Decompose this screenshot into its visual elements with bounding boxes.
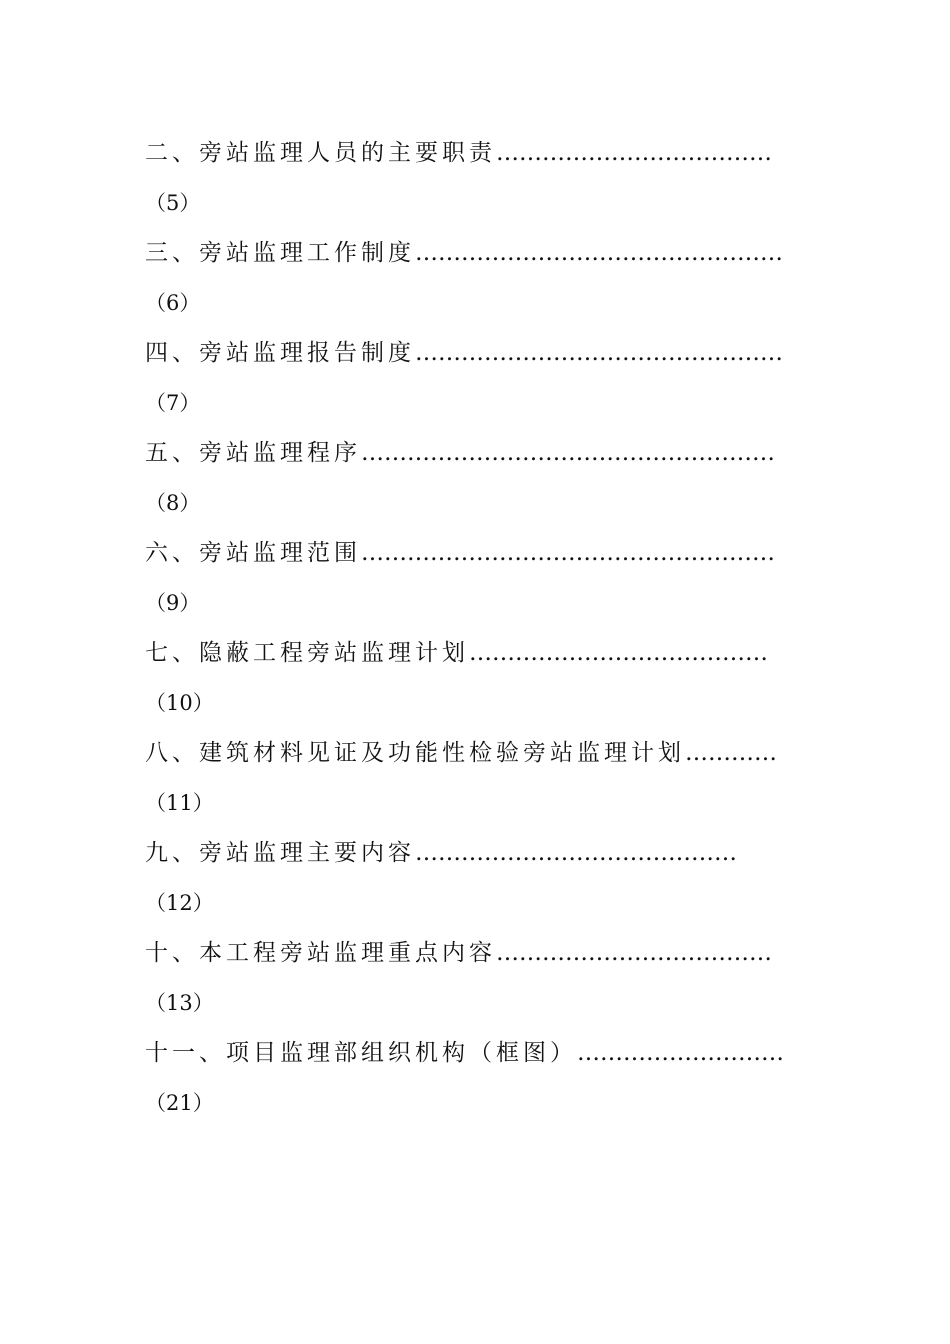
toc-entry[interactable]	[145, 328, 805, 428]
toc-entry-title: 三、旁站监理工作制度	[145, 240, 415, 266]
toc-leader-dots: ………………………………………………	[361, 440, 775, 466]
toc-entry-page-number: （10）	[145, 691, 214, 715]
toc-entry[interactable]	[145, 828, 805, 928]
toc-entry-title: 九、旁站监理主要内容	[145, 840, 415, 866]
toc-entry-title-line	[145, 1028, 805, 1078]
toc-entry[interactable]	[145, 228, 805, 328]
toc-entry-title-line	[145, 528, 805, 578]
toc-entry-title: 十、本工程旁站监理重点内容	[145, 940, 496, 966]
toc-entry[interactable]	[145, 628, 805, 728]
toc-entry-title: 七、隐蔽工程旁站监理计划	[145, 640, 469, 666]
toc-entry-page-number: （5）	[145, 191, 201, 215]
toc-leader-dots: ………………………………………………	[361, 540, 775, 566]
toc-entry-title: 五、旁站监理程序	[145, 440, 361, 466]
toc-entry-page-number: （6）	[145, 291, 201, 315]
toc-entry-page-number: （8）	[145, 491, 201, 515]
toc-leader-dots: ………………………………	[496, 940, 772, 966]
toc-leader-dots: ………………………………	[496, 140, 772, 166]
toc-entry-title: 八、建筑材料见证及功能性检验旁站监理计划	[145, 740, 685, 766]
table-of-contents	[145, 128, 805, 1128]
toc-entry-page-number: （11）	[145, 791, 214, 815]
toc-entry-title-line	[145, 628, 805, 678]
toc-entry[interactable]	[145, 928, 805, 1028]
toc-entry-page-number: （9）	[145, 591, 201, 615]
toc-entry-title: 四、旁站监理报告制度	[145, 340, 415, 366]
toc-leader-dots: ………………………	[577, 1040, 784, 1066]
toc-entry-title-line	[145, 828, 805, 878]
toc-leader-dots: …………………………………	[469, 640, 768, 666]
toc-entry-title-line	[145, 228, 805, 278]
toc-entry[interactable]	[145, 428, 805, 528]
toc-entry[interactable]	[145, 728, 805, 828]
toc-entry-page-number: （12）	[145, 891, 214, 915]
toc-entry-title-line	[145, 128, 805, 178]
toc-entry-title: 十一、项目监理部组织机构（框图）	[145, 1040, 577, 1066]
toc-entry-page-number: （21）	[145, 1091, 214, 1115]
toc-entry-title-line	[145, 428, 805, 478]
toc-entry-title: 六、旁站监理范围	[145, 540, 361, 566]
toc-leader-dots: …………………………………………	[415, 240, 783, 266]
toc-leader-dots: ……………………………………	[415, 840, 737, 866]
toc-entry-page-number: （7）	[145, 391, 201, 415]
toc-entry-title-line	[145, 728, 805, 778]
toc-entry-page-number: （13）	[145, 991, 214, 1015]
toc-entry[interactable]	[145, 128, 805, 228]
toc-entry[interactable]	[145, 528, 805, 628]
toc-entry-title-line	[145, 928, 805, 978]
toc-entry[interactable]	[145, 1028, 805, 1128]
toc-entry-title-line	[145, 328, 805, 378]
toc-leader-dots: …………	[685, 740, 777, 766]
toc-leader-dots: …………………………………………	[415, 340, 783, 366]
toc-entry-title: 二、旁站监理人员的主要职责	[145, 140, 496, 166]
